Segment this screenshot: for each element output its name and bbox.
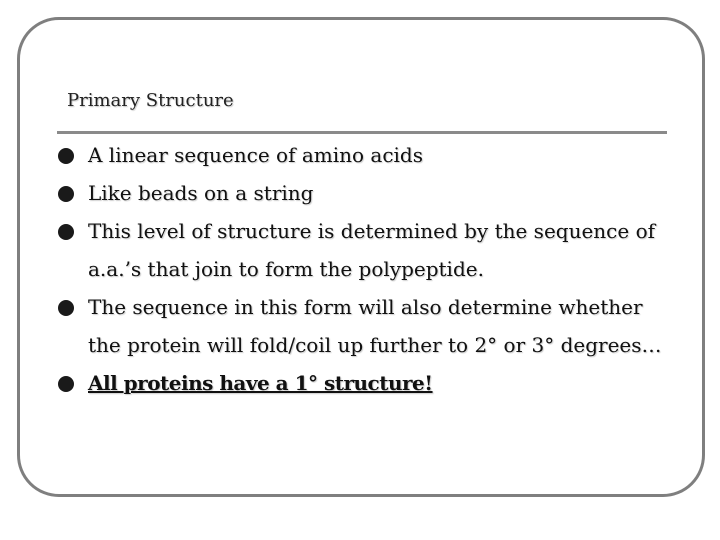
- bullet-text: Like beads on a string: [88, 181, 314, 205]
- title-divider: [57, 131, 667, 134]
- bullet-text: The sequence in this form will also determine whether the protein will fold/coil up further to 2° or 3° degrees…: [88, 295, 662, 357]
- list-item: [55, 174, 675, 212]
- emphasized-bullet-text: All proteins have a 1° structure!: [88, 371, 433, 395]
- bullet-icon: [58, 148, 74, 164]
- slide-title: Primary Structure: [67, 90, 234, 111]
- bullet-icon: [58, 300, 74, 316]
- list-item: [55, 288, 675, 364]
- list-item: [55, 212, 675, 288]
- bullet-text: A linear sequence of amino acids: [88, 143, 423, 167]
- list-item: [55, 136, 675, 174]
- bullet-icon: [58, 376, 74, 392]
- bullet-text: This level of structure is determined by the sequence of a.a.’s that join to form the polypeptide.: [88, 219, 656, 281]
- bullet-icon: [58, 224, 74, 240]
- bullet-list: [55, 136, 675, 402]
- bullet-icon: [58, 186, 74, 202]
- list-item: [55, 364, 675, 402]
